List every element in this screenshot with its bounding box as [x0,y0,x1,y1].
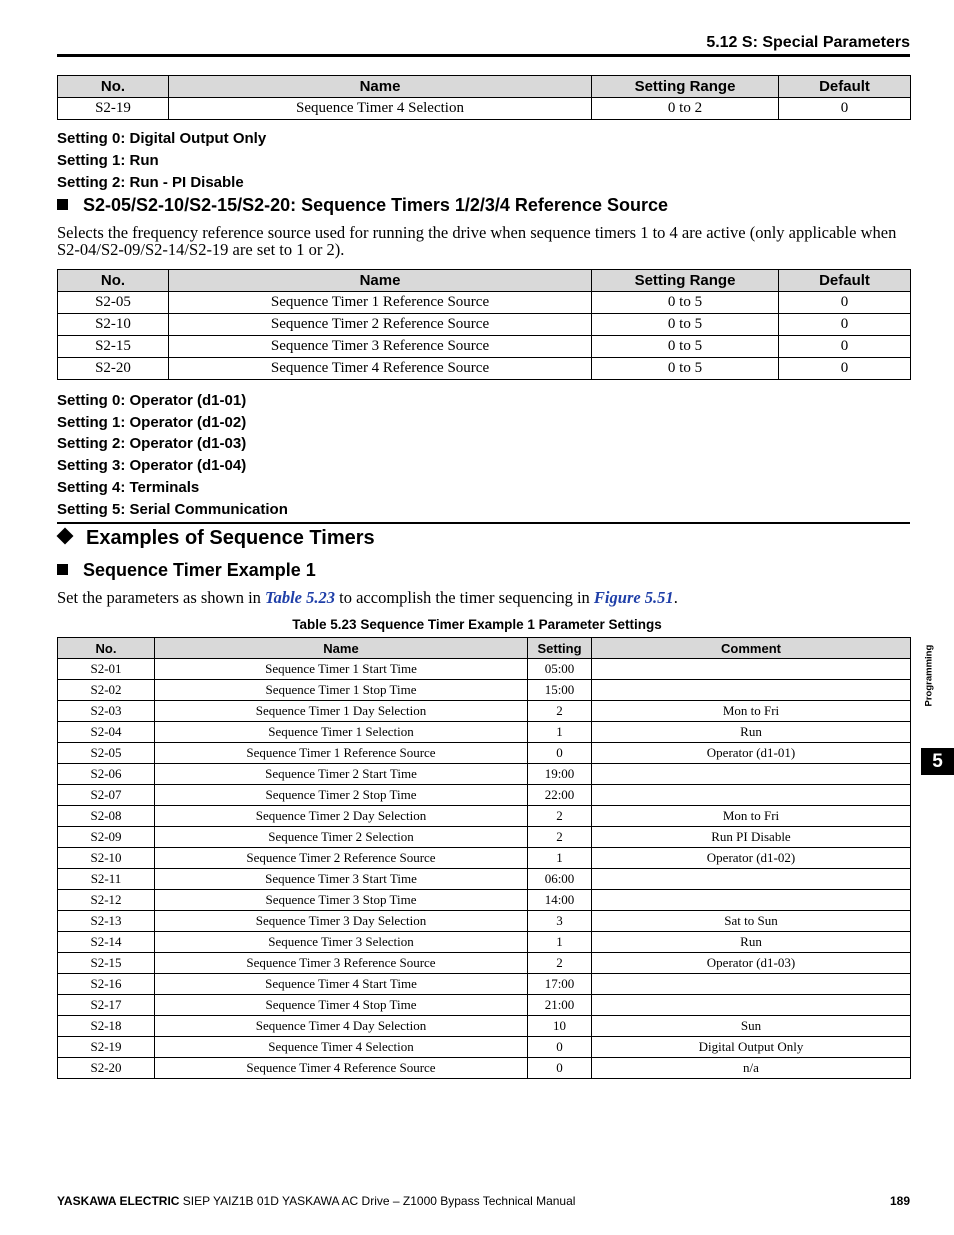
table-cell: Mon to Fri [592,701,911,722]
table-cell: 0 [779,98,911,120]
setting-line: Setting 4: Terminals [57,479,200,496]
column-header: Name [155,638,528,659]
table-cell: n/a [592,1058,911,1079]
table-cell: 0 to 5 [592,314,779,336]
table-cell: 21:00 [528,995,592,1016]
table-row [58,1058,911,1079]
table-cell: S2-18 [58,1016,155,1037]
column-header: Setting Range [592,270,779,292]
diamond-bullet-icon [57,528,74,545]
table-row [58,336,911,358]
table-cell: 0 [779,314,911,336]
footer-brand: YASKAWA ELECTRIC [57,1194,180,1208]
table-cell: 06:00 [528,869,592,890]
table-cell: Sequence Timer 2 Start Time [155,764,528,785]
table-cell: S2-15 [58,953,155,974]
table-cell: Sat to Sun [592,911,911,932]
table-cell: 0 to 5 [592,358,779,380]
table-row [58,932,911,953]
table-cell: 0 [779,358,911,380]
table-cell: Sequence Timer 4 Selection [169,98,592,120]
example-subheading: Sequence Timer Example 1 [57,560,316,581]
table-cell: 0 [528,743,592,764]
table-cell: 10 [528,1016,592,1037]
table-cell: 0 [528,1037,592,1058]
table-cell: S2-19 [58,1037,155,1058]
table-cell: 0 to 5 [592,292,779,314]
section-rule [57,522,910,524]
setting-line: Setting 3: Operator (d1-04) [57,457,247,474]
page-number: 189 [889,1194,910,1208]
table-cell: 17:00 [528,974,592,995]
table-cell: 1 [528,848,592,869]
table-cell: Sequence Timer 3 Day Selection [155,911,528,932]
table-cell: Sequence Timer 1 Start Time [155,659,528,680]
table-cell: Run [592,722,911,743]
table-cell: 2 [528,953,592,974]
table-header-row [58,270,911,292]
setting-line: Setting 2: Run - PI Disable [57,174,244,191]
table-header-row [58,638,911,659]
table-row [58,869,911,890]
table-cell: S2-10 [58,848,155,869]
page-footer [57,1194,910,1208]
column-header: Name [169,270,592,292]
table-cell [592,890,911,911]
table-row [58,785,911,806]
table-cell: Run PI Disable [592,827,911,848]
table-cell: Sequence Timer 4 Start Time [155,974,528,995]
table-cell [592,995,911,1016]
table-row [58,659,911,680]
chapter-label: Programming [923,644,935,707]
table-cell: Sequence Timer 2 Day Selection [155,806,528,827]
table-cell: S2-04 [58,722,155,743]
column-header: No. [58,76,169,98]
table-row [58,722,911,743]
table-cell: Sequence Timer 1 Reference Source [169,292,592,314]
table-cell: 2 [528,701,592,722]
table-cell: Sequence Timer 2 Stop Time [155,785,528,806]
table-cell: Sequence Timer 1 Stop Time [155,680,528,701]
column-header: Setting [528,638,592,659]
table-cell: Sequence Timer 1 Reference Source [155,743,528,764]
table-cell: 1 [528,722,592,743]
example-parameter-table [57,637,911,1079]
table-cell [592,785,911,806]
table-cell: 0 to 5 [592,336,779,358]
table-cell: S2-08 [58,806,155,827]
section-header: 5.12 S: Special Parameters [706,34,910,51]
setting-line: Setting 1: Run [57,152,159,169]
table-row [58,1016,911,1037]
square-bullet-icon [57,199,68,210]
table-cell: S2-16 [58,974,155,995]
section-description: Selects the frequency reference source used for running the drive when sequence timers 1 to 4 are active (only applicable when S2-04/S2-09/S2-14/S2-19 are set to 1 or 2). [57,223,897,259]
chapter-tab: 5 [921,748,954,775]
table-row [58,890,911,911]
table-cell: S2-19 [58,98,169,120]
section-heading: S2-05/S2-10/S2-15/S2-20: Sequence Timers 1/2/3/4 Reference Source [57,195,668,216]
table-row [58,911,911,932]
table-cell: 0 [779,292,911,314]
table-cell: Operator (d1-01) [592,743,911,764]
table-cell: S2-17 [58,995,155,1016]
table-row [58,701,911,722]
reference-source-table [57,269,911,380]
column-header: Default [779,270,911,292]
table-cell: 2 [528,806,592,827]
table-cell: Operator (d1-02) [592,848,911,869]
figure-link[interactable]: Figure 5.51 [593,588,674,607]
table-row [58,1037,911,1058]
table-header-row [58,76,911,98]
table-caption: Table 5.23 Sequence Timer Example 1 Parameter Settings [292,617,662,632]
table-row [58,764,911,785]
table-cell: Sequence Timer 3 Reference Source [169,336,592,358]
setting-line: Setting 2: Operator (d1-03) [57,435,247,452]
table-cell: Sequence Timer 3 Stop Time [155,890,528,911]
table-cell: S2-05 [58,743,155,764]
table-link[interactable]: Table 5.23 [265,588,336,607]
table-cell: 22:00 [528,785,592,806]
table-cell: S2-03 [58,701,155,722]
table-row [58,995,911,1016]
table-cell: Sun [592,1016,911,1037]
table-cell [592,659,911,680]
table-cell: S2-12 [58,890,155,911]
parameter-table-s2-19 [57,75,911,120]
table-cell: Digital Output Only [592,1037,911,1058]
table-row [58,827,911,848]
table-row [58,358,911,380]
table-cell: Sequence Timer 4 Selection [155,1037,528,1058]
table-cell: Sequence Timer 3 Start Time [155,869,528,890]
table-cell: 0 [528,1058,592,1079]
table-cell: Sequence Timer 3 Selection [155,932,528,953]
column-header: No. [58,638,155,659]
table-cell: Sequence Timer 4 Day Selection [155,1016,528,1037]
table-cell: 14:00 [528,890,592,911]
table-cell [592,680,911,701]
table-row [58,974,911,995]
table-cell: Mon to Fri [592,806,911,827]
table-cell: S2-15 [58,336,169,358]
table-cell: Run [592,932,911,953]
table-cell: S2-05 [58,292,169,314]
setting-line: Setting 5: Serial Communication [57,501,288,518]
table-cell: Sequence Timer 2 Selection [155,827,528,848]
table-row [58,680,911,701]
column-header: Setting Range [592,76,779,98]
table-row [58,806,911,827]
table-cell: S2-07 [58,785,155,806]
table-cell: S2-20 [58,358,169,380]
table-row [58,98,911,120]
table-cell: Sequence Timer 4 Reference Source [169,358,592,380]
table-cell: Sequence Timer 2 Reference Source [169,314,592,336]
table-cell: Sequence Timer 1 Selection [155,722,528,743]
table-row [58,292,911,314]
table-cell: S2-10 [58,314,169,336]
table-cell [592,764,911,785]
table-cell: S2-20 [58,1058,155,1079]
table-cell: 1 [528,932,592,953]
table-cell: Sequence Timer 4 Stop Time [155,995,528,1016]
table-cell: Sequence Timer 1 Day Selection [155,701,528,722]
table-cell: S2-01 [58,659,155,680]
table-row [58,314,911,336]
footer-doc-title: SIEP YAIZ1B 01D YASKAWA AC Drive – Z1000 Bypass Technical Manual [179,1194,576,1208]
table-cell: 0 to 2 [592,98,779,120]
table-cell: S2-09 [58,827,155,848]
setting-line: Setting 0: Operator (d1-01) [57,392,247,409]
table-cell: 05:00 [528,659,592,680]
column-header: Default [779,76,911,98]
table-cell: S2-13 [58,911,155,932]
table-cell [592,974,911,995]
table-cell: 15:00 [528,680,592,701]
table-cell: 2 [528,827,592,848]
setting-line: Setting 1: Operator (d1-02) [57,414,247,431]
square-bullet-icon [57,564,68,575]
setting-line: Setting 0: Digital Output Only [57,130,267,147]
table-cell: 3 [528,911,592,932]
table-cell: S2-06 [58,764,155,785]
table-cell: Sequence Timer 2 Reference Source [155,848,528,869]
header-rule [57,54,910,57]
table-cell: S2-02 [58,680,155,701]
table-cell: Sequence Timer 3 Reference Source [155,953,528,974]
table-row [58,953,911,974]
table-cell [592,869,911,890]
table-row [58,848,911,869]
table-cell: Operator (d1-03) [592,953,911,974]
table-cell: 19:00 [528,764,592,785]
examples-heading: Examples of Sequence Timers [57,527,375,550]
column-header: Comment [592,638,911,659]
example-intro: Set the parameters as shown in Table 5.23 to accomplish the timer sequencing in Figure 5.51. [57,588,678,607]
table-row [58,743,911,764]
table-cell: Sequence Timer 4 Reference Source [155,1058,528,1079]
table-cell: S2-11 [58,869,155,890]
table-cell: 0 [779,336,911,358]
column-header: Name [169,76,592,98]
table-cell: S2-14 [58,932,155,953]
column-header: No. [58,270,169,292]
